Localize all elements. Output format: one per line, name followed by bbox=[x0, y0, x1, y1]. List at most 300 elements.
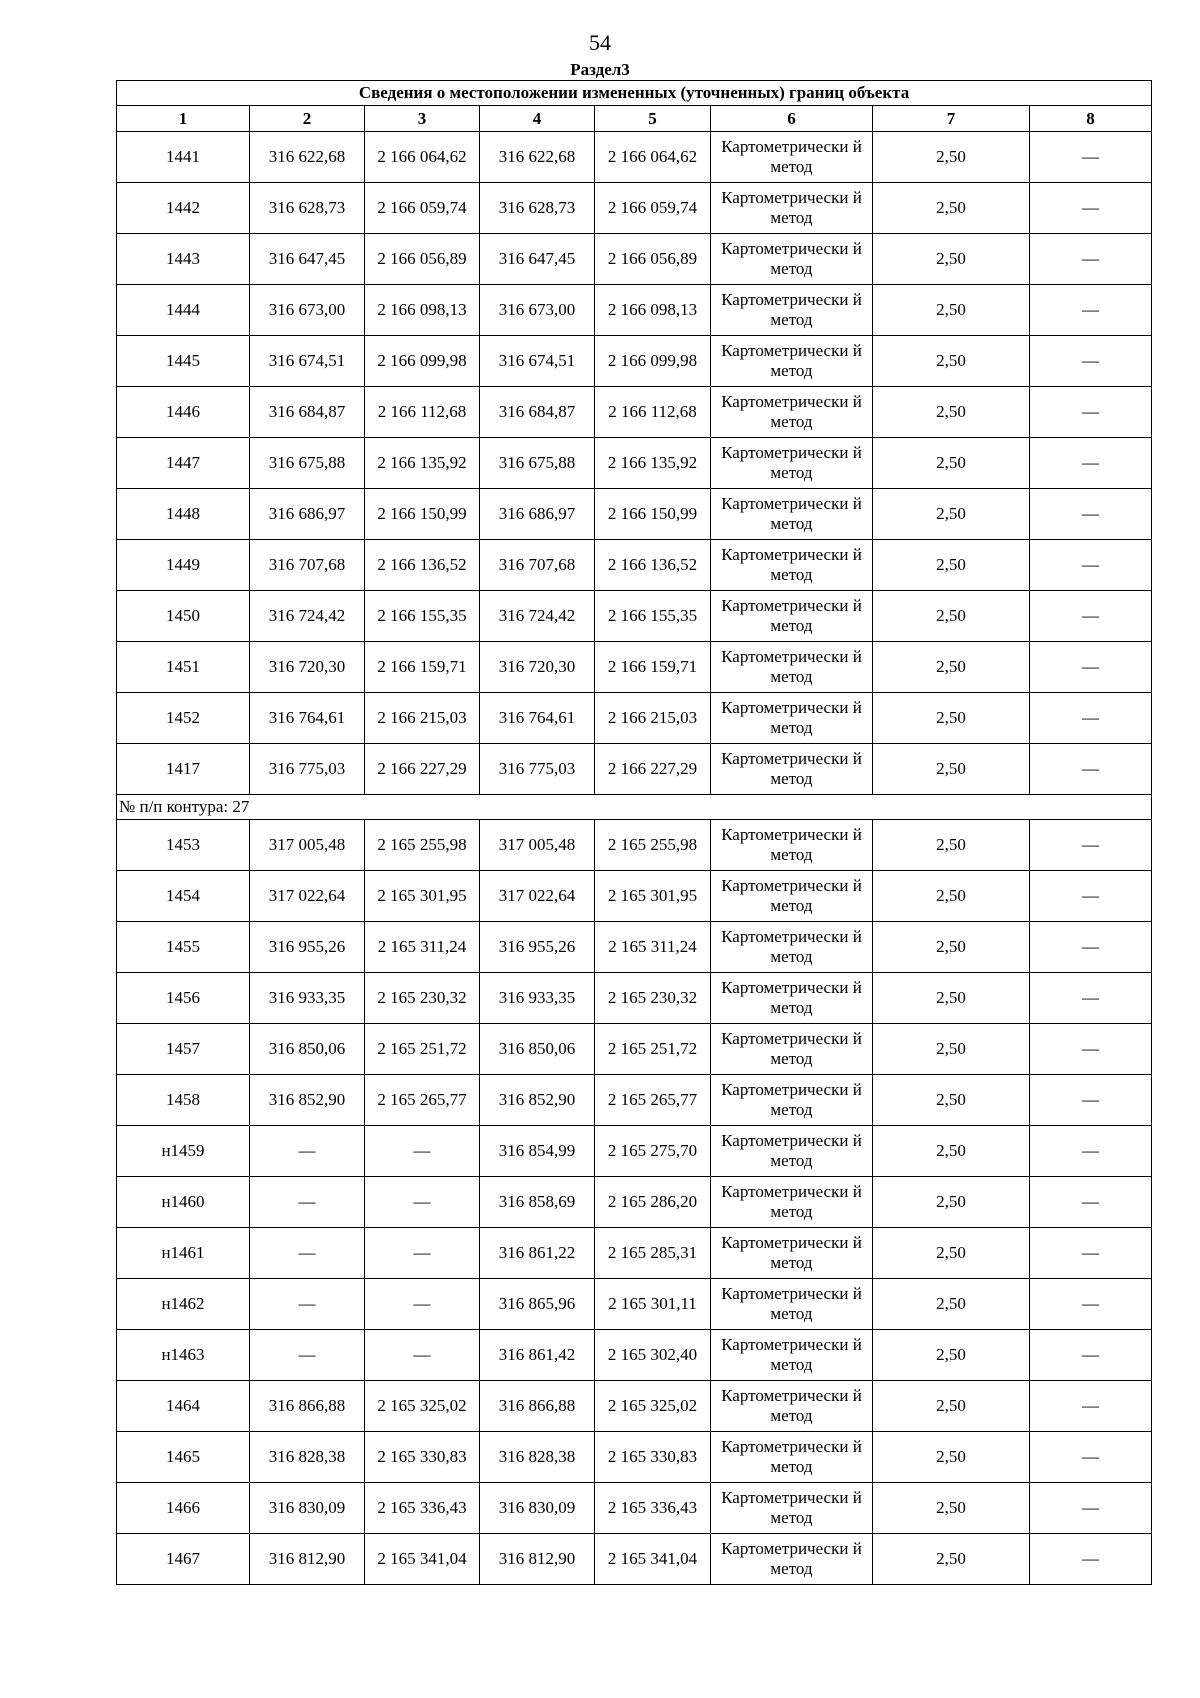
table-row bbox=[117, 1177, 1152, 1228]
method: Картометрически й метод bbox=[721, 1334, 862, 1374]
accuracy-cell bbox=[873, 336, 1030, 387]
y-new: 2 166 150,99 bbox=[607, 504, 698, 523]
y-new: 2 166 215,03 bbox=[607, 708, 698, 727]
accuracy-cell bbox=[873, 183, 1030, 234]
y-new: 2 166 155,35 bbox=[607, 606, 698, 625]
x-new-cell bbox=[480, 1024, 595, 1075]
accuracy: 2,50 bbox=[936, 1090, 966, 1109]
note-cell bbox=[1030, 285, 1152, 336]
point-number-cell bbox=[117, 1177, 250, 1228]
x-new: 316 828,38 bbox=[498, 1447, 576, 1466]
y-new-cell bbox=[595, 693, 711, 744]
accuracy-cell bbox=[873, 234, 1030, 285]
note-cell bbox=[1030, 744, 1152, 795]
x-existing-cell bbox=[250, 438, 365, 489]
x-existing: 316 850,06 bbox=[268, 1039, 346, 1058]
point-number: 1449 bbox=[166, 555, 200, 574]
method-cell bbox=[711, 922, 873, 973]
y-new: 2 165 302,40 bbox=[607, 1345, 698, 1364]
method: Картометрически й метод bbox=[721, 697, 862, 737]
y-new-cell bbox=[595, 591, 711, 642]
x-new-cell bbox=[480, 973, 595, 1024]
note: — bbox=[1082, 708, 1100, 727]
point-number: 1452 bbox=[166, 708, 200, 727]
x-existing-cell bbox=[250, 285, 365, 336]
y-existing-cell bbox=[365, 693, 480, 744]
x-new: 316 675,88 bbox=[498, 453, 576, 472]
x-existing-cell bbox=[250, 871, 365, 922]
x-new: 316 628,73 bbox=[498, 198, 576, 217]
accuracy-cell bbox=[873, 1228, 1030, 1279]
x-existing: — bbox=[298, 1243, 316, 1262]
x-existing-cell bbox=[250, 1126, 365, 1177]
note-cell bbox=[1030, 820, 1152, 871]
point-number: 1447 bbox=[166, 453, 200, 472]
column-number: 2 bbox=[250, 106, 365, 132]
point-number: 1458 bbox=[166, 1090, 200, 1109]
x-new: 316 850,06 bbox=[498, 1039, 576, 1058]
point-number-cell bbox=[117, 438, 250, 489]
x-existing: 316 724,42 bbox=[268, 606, 346, 625]
y-new-cell bbox=[595, 1279, 711, 1330]
table-row bbox=[117, 744, 1152, 795]
method-cell bbox=[711, 744, 873, 795]
method: Картометрически й метод bbox=[721, 977, 862, 1017]
note: — bbox=[1082, 351, 1100, 370]
y-existing: 2 165 330,83 bbox=[377, 1447, 467, 1466]
note-cell bbox=[1030, 540, 1152, 591]
point-number: н1460 bbox=[161, 1192, 205, 1211]
accuracy: 2,50 bbox=[936, 351, 966, 370]
table-row bbox=[117, 1228, 1152, 1279]
x-new: 317 022,64 bbox=[498, 886, 576, 905]
x-new: 316 764,61 bbox=[498, 708, 576, 727]
x-new: 316 684,87 bbox=[498, 402, 576, 421]
x-new: 316 707,68 bbox=[498, 555, 576, 574]
method-cell bbox=[711, 820, 873, 871]
x-existing-cell bbox=[250, 132, 365, 183]
x-new: 316 647,45 bbox=[498, 249, 576, 268]
y-existing: 2 165 265,77 bbox=[377, 1090, 467, 1109]
x-existing-cell bbox=[250, 922, 365, 973]
method-cell bbox=[711, 1075, 873, 1126]
point-number: 1453 bbox=[166, 835, 200, 854]
x-existing-cell bbox=[250, 1432, 365, 1483]
accuracy: 2,50 bbox=[936, 1243, 966, 1262]
note: — bbox=[1082, 1549, 1100, 1568]
y-existing: — bbox=[413, 1192, 431, 1211]
y-new-cell bbox=[595, 540, 711, 591]
point-number: н1463 bbox=[161, 1345, 205, 1364]
y-existing-cell bbox=[365, 1534, 480, 1585]
y-existing-cell bbox=[365, 438, 480, 489]
method-cell bbox=[711, 234, 873, 285]
accuracy-cell bbox=[873, 132, 1030, 183]
point-number: н1462 bbox=[161, 1294, 205, 1313]
note: — bbox=[1082, 1090, 1100, 1109]
column-number: 8 bbox=[1030, 106, 1152, 132]
x-existing: 316 686,97 bbox=[268, 504, 346, 523]
table-row bbox=[117, 693, 1152, 744]
point-number: 1456 bbox=[166, 988, 200, 1007]
method-cell bbox=[711, 132, 873, 183]
x-existing: 316 828,38 bbox=[268, 1447, 346, 1466]
table-row bbox=[117, 1381, 1152, 1432]
y-new-cell bbox=[595, 285, 711, 336]
point-number-cell bbox=[117, 693, 250, 744]
y-existing: — bbox=[413, 1141, 431, 1160]
point-number-cell bbox=[117, 1381, 250, 1432]
method: Картометрически й метод bbox=[721, 1436, 862, 1476]
y-new: 2 165 336,43 bbox=[607, 1498, 698, 1517]
note-cell bbox=[1030, 871, 1152, 922]
accuracy: 2,50 bbox=[936, 759, 966, 778]
point-number-cell bbox=[117, 489, 250, 540]
x-existing-cell bbox=[250, 489, 365, 540]
method-cell bbox=[711, 1177, 873, 1228]
table-row bbox=[117, 489, 1152, 540]
x-existing: 316 628,73 bbox=[268, 198, 346, 217]
x-new-cell bbox=[480, 1330, 595, 1381]
column-number: 7 bbox=[873, 106, 1030, 132]
x-new: 316 861,42 bbox=[498, 1345, 576, 1364]
point-number-cell bbox=[117, 1534, 250, 1585]
note: — bbox=[1082, 555, 1100, 574]
method-cell bbox=[711, 1024, 873, 1075]
y-new-cell bbox=[595, 1534, 711, 1585]
method: Картометрически й метод bbox=[721, 340, 862, 380]
method: Картометрически й метод bbox=[721, 1130, 862, 1170]
y-existing: 2 166 136,52 bbox=[377, 555, 467, 574]
x-existing: 316 675,88 bbox=[268, 453, 346, 472]
accuracy: 2,50 bbox=[936, 300, 966, 319]
y-existing: 2 166 056,89 bbox=[377, 249, 467, 268]
y-existing: 2 165 230,32 bbox=[377, 988, 467, 1007]
table-row bbox=[117, 1075, 1152, 1126]
accuracy: 2,50 bbox=[936, 1549, 966, 1568]
point-number: 1441 bbox=[166, 147, 200, 166]
x-existing: — bbox=[298, 1141, 316, 1160]
method: Картометрически й метод bbox=[721, 391, 862, 431]
accuracy: 2,50 bbox=[936, 835, 966, 854]
y-new: 2 165 286,20 bbox=[607, 1192, 698, 1211]
method: Картометрически й метод bbox=[721, 238, 862, 278]
y-existing-cell bbox=[365, 540, 480, 591]
table-row bbox=[117, 285, 1152, 336]
x-existing: 316 674,51 bbox=[268, 351, 346, 370]
y-existing-cell bbox=[365, 1075, 480, 1126]
y-new: 2 165 301,11 bbox=[608, 1294, 697, 1313]
x-new-cell bbox=[480, 642, 595, 693]
point-number: 1442 bbox=[166, 198, 200, 217]
accuracy-cell bbox=[873, 438, 1030, 489]
y-new: 2 165 330,83 bbox=[607, 1447, 698, 1466]
accuracy: 2,50 bbox=[936, 555, 966, 574]
point-number: 1450 bbox=[166, 606, 200, 625]
table-row bbox=[117, 642, 1152, 693]
point-number: 1465 bbox=[166, 1447, 200, 1466]
method-cell bbox=[711, 540, 873, 591]
y-existing-cell bbox=[365, 1228, 480, 1279]
column-number: 5 bbox=[595, 106, 711, 132]
method: Картометрически й метод bbox=[721, 1385, 862, 1425]
note: — bbox=[1082, 657, 1100, 676]
note-cell bbox=[1030, 1177, 1152, 1228]
x-new: 316 861,22 bbox=[498, 1243, 576, 1262]
method-cell bbox=[711, 438, 873, 489]
table-row bbox=[117, 540, 1152, 591]
accuracy-cell bbox=[873, 1177, 1030, 1228]
method: Картометрически й метод bbox=[721, 1283, 862, 1323]
note: — bbox=[1082, 988, 1100, 1007]
method-cell bbox=[711, 387, 873, 438]
y-existing: 2 165 336,43 bbox=[377, 1498, 467, 1517]
x-existing: — bbox=[298, 1345, 316, 1364]
x-existing-cell bbox=[250, 387, 365, 438]
point-number-cell bbox=[117, 1432, 250, 1483]
point-number: 1457 bbox=[166, 1039, 200, 1058]
accuracy: 2,50 bbox=[936, 988, 966, 1007]
method-cell bbox=[711, 1330, 873, 1381]
note-cell bbox=[1030, 1432, 1152, 1483]
accuracy-cell bbox=[873, 1279, 1030, 1330]
y-new-cell bbox=[595, 132, 711, 183]
accuracy-cell bbox=[873, 489, 1030, 540]
x-new-cell bbox=[480, 1228, 595, 1279]
point-number: 1417 bbox=[166, 759, 200, 778]
column-number: 1 bbox=[117, 106, 250, 132]
point-number: 1448 bbox=[166, 504, 200, 523]
x-new-cell bbox=[480, 871, 595, 922]
accuracy: 2,50 bbox=[936, 1039, 966, 1058]
x-existing-cell bbox=[250, 540, 365, 591]
y-existing: 2 166 112,68 bbox=[377, 402, 467, 421]
y-new-cell bbox=[595, 183, 711, 234]
y-new: 2 165 230,32 bbox=[607, 988, 698, 1007]
x-new: 316 852,90 bbox=[498, 1090, 576, 1109]
method: Картометрически й метод bbox=[721, 926, 862, 966]
table-body bbox=[117, 81, 1152, 1585]
table-row bbox=[117, 1432, 1152, 1483]
table-row bbox=[117, 973, 1152, 1024]
note-cell bbox=[1030, 489, 1152, 540]
x-existing: 316 707,68 bbox=[268, 555, 346, 574]
y-new: 2 166 056,89 bbox=[607, 249, 698, 268]
note: — bbox=[1082, 1243, 1100, 1262]
contour-label: № п/п контура: 27 bbox=[117, 795, 1152, 820]
note: — bbox=[1082, 300, 1100, 319]
method: Картометрически й метод bbox=[721, 289, 862, 329]
x-new-cell bbox=[480, 1432, 595, 1483]
y-new-cell bbox=[595, 1381, 711, 1432]
x-existing: 316 955,26 bbox=[268, 937, 346, 956]
x-existing-cell bbox=[250, 1279, 365, 1330]
accuracy: 2,50 bbox=[936, 402, 966, 421]
y-existing-cell bbox=[365, 744, 480, 795]
method: Картометрически й метод bbox=[721, 1487, 862, 1527]
method-cell bbox=[711, 591, 873, 642]
method-cell bbox=[711, 285, 873, 336]
method-cell bbox=[711, 642, 873, 693]
x-existing-cell bbox=[250, 1330, 365, 1381]
accuracy: 2,50 bbox=[936, 1192, 966, 1211]
x-existing-cell bbox=[250, 1534, 365, 1585]
y-existing: 2 166 159,71 bbox=[377, 657, 467, 676]
method: Картометрически й метод bbox=[721, 824, 862, 864]
x-new-cell bbox=[480, 438, 595, 489]
point-number-cell bbox=[117, 234, 250, 285]
y-existing-cell bbox=[365, 1483, 480, 1534]
method-cell bbox=[711, 693, 873, 744]
y-new-cell bbox=[595, 1024, 711, 1075]
x-new: 316 674,51 bbox=[498, 351, 576, 370]
y-existing-cell bbox=[365, 591, 480, 642]
table-row bbox=[117, 336, 1152, 387]
y-new: 2 165 255,98 bbox=[607, 835, 698, 854]
x-new: 316 854,99 bbox=[498, 1141, 576, 1160]
accuracy: 2,50 bbox=[936, 504, 966, 523]
x-new-cell bbox=[480, 1126, 595, 1177]
accuracy-cell bbox=[873, 744, 1030, 795]
y-existing-cell bbox=[365, 820, 480, 871]
point-number-cell bbox=[117, 1024, 250, 1075]
note: — bbox=[1082, 886, 1100, 905]
y-new: 2 166 099,98 bbox=[607, 351, 698, 370]
x-existing: 317 005,48 bbox=[268, 835, 346, 854]
y-new: 2 166 159,71 bbox=[607, 657, 698, 676]
x-existing: — bbox=[298, 1192, 316, 1211]
method-cell bbox=[711, 973, 873, 1024]
coordinates-table bbox=[116, 80, 1152, 1585]
accuracy-cell bbox=[873, 1381, 1030, 1432]
table-row bbox=[117, 922, 1152, 973]
section-title: Раздел3 bbox=[570, 60, 630, 79]
accuracy-cell bbox=[873, 1075, 1030, 1126]
method-cell bbox=[711, 1534, 873, 1585]
point-number: 1443 bbox=[166, 249, 200, 268]
method: Картометрически й метод bbox=[721, 1538, 862, 1578]
note: — bbox=[1082, 759, 1100, 778]
x-existing: 316 775,03 bbox=[268, 759, 346, 778]
point-number-cell bbox=[117, 540, 250, 591]
x-existing: 316 764,61 bbox=[268, 708, 346, 727]
y-existing-cell bbox=[365, 336, 480, 387]
y-existing: 2 165 311,24 bbox=[377, 937, 467, 956]
y-existing-cell bbox=[365, 1432, 480, 1483]
y-existing-cell bbox=[365, 132, 480, 183]
note: — bbox=[1082, 1345, 1100, 1364]
x-new-cell bbox=[480, 1279, 595, 1330]
x-new: 316 673,00 bbox=[498, 300, 576, 319]
y-new: 2 166 227,29 bbox=[607, 759, 698, 778]
point-number: 1464 bbox=[166, 1396, 200, 1415]
accuracy: 2,50 bbox=[936, 1447, 966, 1466]
x-existing-cell bbox=[250, 1075, 365, 1126]
y-existing-cell bbox=[365, 922, 480, 973]
accuracy: 2,50 bbox=[936, 1396, 966, 1415]
note: — bbox=[1082, 1396, 1100, 1415]
point-number-cell bbox=[117, 1483, 250, 1534]
x-new-cell bbox=[480, 540, 595, 591]
note: — bbox=[1082, 504, 1100, 523]
method-cell bbox=[711, 1228, 873, 1279]
table-row bbox=[117, 1483, 1152, 1534]
y-new: 2 166 059,74 bbox=[607, 198, 698, 217]
x-existing: 316 933,35 bbox=[268, 988, 346, 1007]
note-cell bbox=[1030, 1075, 1152, 1126]
y-new: 2 166 136,52 bbox=[607, 555, 698, 574]
point-number-cell bbox=[117, 922, 250, 973]
accuracy: 2,50 bbox=[936, 1498, 966, 1517]
method-cell bbox=[711, 1483, 873, 1534]
point-number: 1467 bbox=[166, 1549, 200, 1568]
note-cell bbox=[1030, 1483, 1152, 1534]
accuracy-cell bbox=[873, 693, 1030, 744]
y-new-cell bbox=[595, 387, 711, 438]
point-number: 1445 bbox=[166, 351, 200, 370]
table-row bbox=[117, 234, 1152, 285]
y-new: 2 165 301,95 bbox=[607, 886, 698, 905]
y-existing-cell bbox=[365, 234, 480, 285]
y-new: 2 166 112,68 bbox=[608, 402, 697, 421]
y-new-cell bbox=[595, 744, 711, 795]
x-new: 317 005,48 bbox=[498, 835, 576, 854]
accuracy-cell bbox=[873, 973, 1030, 1024]
x-existing-cell bbox=[250, 1228, 365, 1279]
point-number-cell bbox=[117, 1279, 250, 1330]
note-cell bbox=[1030, 1534, 1152, 1585]
y-new-cell bbox=[595, 1177, 711, 1228]
note-cell bbox=[1030, 693, 1152, 744]
x-new-cell bbox=[480, 744, 595, 795]
table-row bbox=[117, 591, 1152, 642]
x-existing: 316 622,68 bbox=[268, 147, 346, 166]
y-existing-cell bbox=[365, 1024, 480, 1075]
point-number-cell bbox=[117, 183, 250, 234]
y-new-cell bbox=[595, 336, 711, 387]
y-new: 2 166 064,62 bbox=[607, 147, 698, 166]
table-row bbox=[117, 1126, 1152, 1177]
accuracy-cell bbox=[873, 820, 1030, 871]
table-row bbox=[117, 387, 1152, 438]
note-cell bbox=[1030, 1330, 1152, 1381]
note: — bbox=[1082, 453, 1100, 472]
y-existing: — bbox=[413, 1294, 431, 1313]
accuracy: 2,50 bbox=[936, 198, 966, 217]
accuracy: 2,50 bbox=[936, 249, 966, 268]
note: — bbox=[1082, 937, 1100, 956]
table-row bbox=[117, 438, 1152, 489]
x-existing-cell bbox=[250, 1381, 365, 1432]
note-cell bbox=[1030, 591, 1152, 642]
x-new-cell bbox=[480, 234, 595, 285]
point-number-cell bbox=[117, 642, 250, 693]
accuracy-cell bbox=[873, 1330, 1030, 1381]
y-existing-cell bbox=[365, 183, 480, 234]
accuracy: 2,50 bbox=[936, 1294, 966, 1313]
x-existing-cell bbox=[250, 183, 365, 234]
accuracy-cell bbox=[873, 387, 1030, 438]
x-new-cell bbox=[480, 1483, 595, 1534]
point-number: 1451 bbox=[166, 657, 200, 676]
accuracy: 2,50 bbox=[936, 657, 966, 676]
point-number-cell bbox=[117, 387, 250, 438]
y-existing: 2 165 341,04 bbox=[377, 1549, 467, 1568]
y-new: 2 165 341,04 bbox=[607, 1549, 698, 1568]
note-cell bbox=[1030, 336, 1152, 387]
x-existing: 317 022,64 bbox=[268, 886, 346, 905]
y-existing-cell bbox=[365, 1330, 480, 1381]
